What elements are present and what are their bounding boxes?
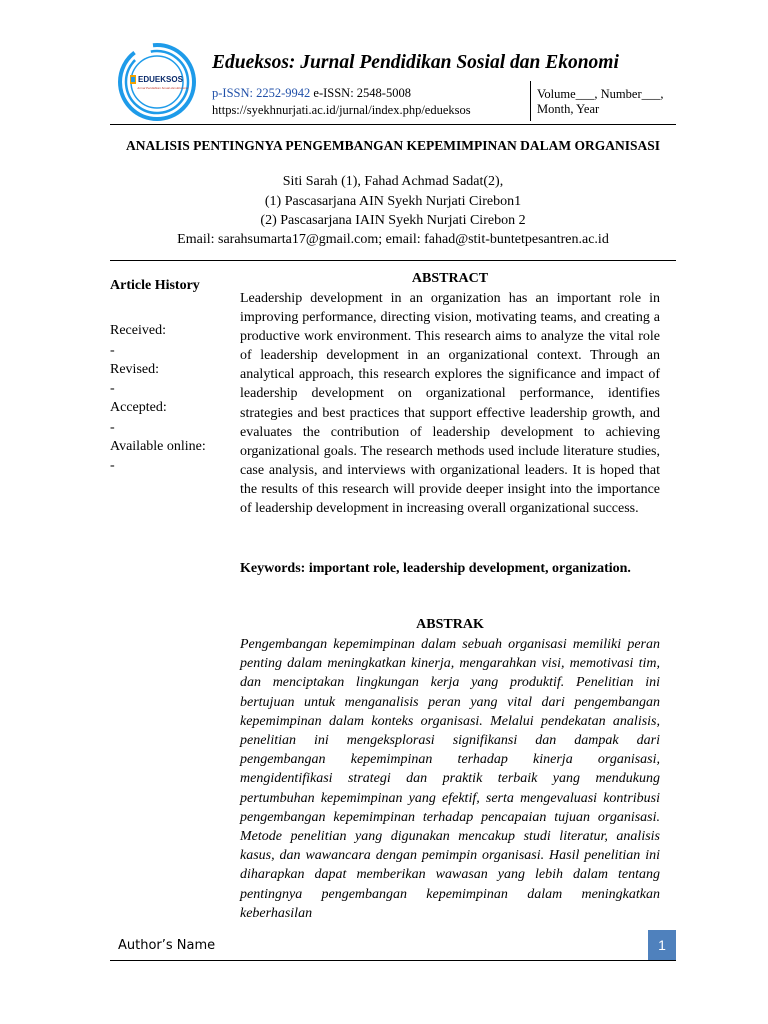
revised-value: - — [110, 381, 115, 396]
p-issn: p-ISSN: 2252-9942 — [212, 86, 311, 100]
affiliation-1: (1) Pascasarjana AIN Syekh Nurjati Cirebon1 — [264, 194, 522, 209]
affiliation-2: (2) Pascasarjana IAIN Syekh Nurjati Cirebon 2 — [260, 213, 526, 228]
header-divider — [530, 81, 531, 121]
journal-url[interactable]: https://syekhnurjati.ac.id/jurnal/index.php/edueksos — [212, 103, 471, 117]
e-issn: e-ISSN: 2548-5008 — [313, 86, 411, 100]
accepted-value: - — [110, 420, 115, 435]
month-year: Month, Year — [537, 102, 600, 116]
footer-rule — [110, 960, 676, 961]
keywords: Keywords: important role, leadership development, organization. — [240, 561, 631, 576]
svg-text:Jurnal Pendidikan Sosial dan E: Jurnal Pendidikan Sosial dan Ekonomi — [137, 86, 189, 90]
article-history-heading: Article History — [110, 278, 200, 293]
received-label: Received: — [110, 323, 166, 338]
issn-line — [212, 86, 411, 101]
journal-title: Edueksos: Jurnal Pendidikan Sosial dan Ekonomi — [212, 52, 619, 73]
abstrak-text: Pengembangan kepemimpinan dalam sebuah organisasi memiliki peran penting dalam meningkatkan kinerja, mengarahkan visi, memotivasi tim, dan menciptakan lingkungan kerja yang produktif. Penelitian ini bertujuan untuk menganalisis peran yang vital dari pengembangan kepemimpinan dalam konteks organisasi. Melalui pendekatan analisis, penelitian ini mengeksplorasi signifikansi dan dampak dari pengembangan kepemimpinan terhadap kinerja organisasi, mengidentifikasi strategi dan praktik terbaik yang mendukung pertumbuhan kepemimpinan yang efektif, serta mengevaluasi kontribusi pengembangan kepemimpinan terhadap pencapaian tujuan organisasi. Metode penelitian yang digunakan mencakup studi literatur, analisis kasus, dan wawancara dengan pemimpin organisasi. Hasil penelitian ini diharapkan dapat memberikan wawasan yang lebih dalam tentang pentingnya pengembangan kepemimpinan dalam meningkatkan keberhasilan — [240, 637, 660, 921]
authors: Siti Sarah (1), Fahad Achmad Sadat(2), — [282, 174, 504, 189]
volume-number: Volume___, Number___, — [537, 87, 664, 101]
available-online-label: Available online: — [110, 439, 206, 454]
author-emails: Email: sarahsumarta17@gmail.com; email: fahad@stit-buntetpesantren.ac.id — [177, 232, 609, 247]
journal-logo — [117, 42, 197, 122]
abstract-heading: ABSTRACT — [411, 271, 489, 286]
abstract-text: Leadership development in an organization has an important role in improving performance, directing vision, motivating teams, and creating a productive work environment. This research aims to analyze the vital role of leadership development in an organizational context. Through an analytical approach, this research explores the significance and impact of leadership development on organizational performance, identifies strategies and best practices that support effective leadership growth, and evaluates the contribution of leadership development to achieving organizational goals. The research methods used include literature studies, case analysis, and interviews with organizational leaders. It is hoped that the results of this research will provide deeper insight into the importance of leadership development in increasing overall organizational success. — [240, 291, 660, 517]
footer-author-name: Author’s Name — [118, 938, 216, 953]
title-rule — [110, 260, 676, 261]
abstrak-heading: ABSTRAK — [416, 617, 484, 632]
page-number: 1 — [648, 930, 676, 960]
received-value: - — [110, 343, 115, 358]
svg-text:EDUEKSOS: EDUEKSOS — [138, 75, 183, 84]
article-title: ANALISIS PENTINGNYA PENGEMBANGAN KEPEMIMPINAN DALAM ORGANISASI — [126, 138, 660, 153]
revised-label: Revised: — [110, 362, 159, 377]
available-online-value: - — [110, 458, 115, 473]
volume-info — [537, 87, 664, 117]
accepted-label: Accepted: — [110, 400, 167, 415]
header-rule — [110, 124, 676, 125]
